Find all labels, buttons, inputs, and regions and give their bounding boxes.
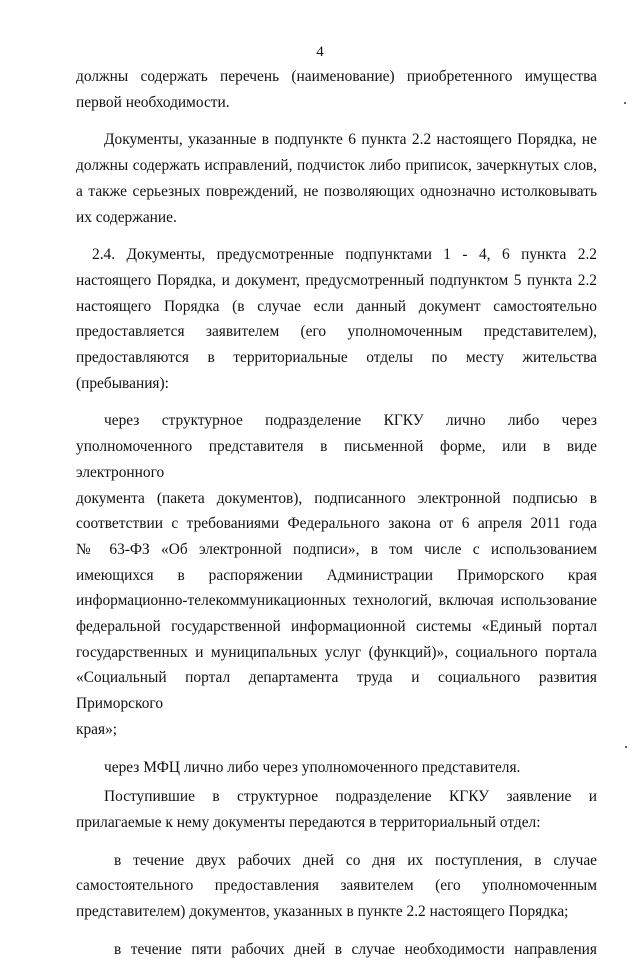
text-line: информационно-телекоммуникационных технологий, включая использование: [76, 592, 597, 610]
text-line: уполномоченного представителя в письменной форме, или в виде электронного: [76, 438, 597, 481]
text-line: через МФЦ лично либо через уполномоченного представителя.: [104, 758, 521, 776]
text-line: № 63-ФЗ «Об электронной подписи», в том числе с использованием: [76, 540, 597, 558]
scan-speck: [625, 746, 627, 748]
text-line: прилагаемые к нему документы передаются в территориальный отдел:: [76, 813, 541, 831]
text-line: Поступившие в структурное подразделение КГКУ заявление и: [104, 788, 597, 806]
text-line: 2.4. Документы, предусмотренные подпунктами 1 - 4, 6 пункта 2.2: [92, 246, 597, 264]
text-line: настоящего Порядка, и документ, предусмотренный подпунктом 5 пункта 2.2: [76, 271, 597, 289]
paragraph-property-list: [76, 64, 597, 115]
text-line: документа (пакета документов), подписанного электронной подписью в: [76, 489, 597, 507]
paragraph-two-days: [76, 848, 597, 925]
text-line: их содержание.: [76, 208, 177, 226]
text-line: должны содержать исправлений, подчисток либо приписок, зачеркнутых слов,: [76, 157, 597, 175]
text-line: представителем) документов, указанных в пункте 2.2 настоящего Порядка;: [76, 903, 569, 921]
text-line: соответствии с требованиями Федерального закона от 6 апреля 2011 года: [76, 515, 597, 533]
paragraph-documents-requirements: [76, 127, 597, 230]
text-line: через структурное подразделение КГКУ лично либо через: [104, 412, 597, 430]
text-line: в течение пяти рабочих дней в случае необходимости направления: [114, 940, 597, 958]
text-line: края»;: [76, 720, 118, 738]
paragraph-via-mfc: [76, 755, 597, 781]
paragraph-received-documents: [76, 784, 597, 835]
text-line: (пребывания):: [76, 374, 169, 392]
text-line: предоставляются в территориальные отделы по месту жительства: [76, 349, 597, 367]
text-line: в течение двух рабочих дней со дня их поступления, в случае: [114, 851, 597, 869]
text-line: самостоятельного предоставления заявителем (его уполномоченным: [76, 877, 597, 895]
paragraph-five-days: [76, 937, 597, 963]
text-line: федеральной государственной информационной системы «Единый портал: [76, 618, 597, 636]
text-line: должны содержать перечень (наименование) приобретенного имущества: [76, 68, 597, 85]
text-line: предоставляется заявителем (его уполномоченным представителем),: [76, 323, 597, 341]
text-line: «Социальный портал департамента труда и социального развития Приморского: [76, 669, 597, 713]
text-line: первой необходимости.: [76, 93, 230, 111]
text-line: государственных и муниципальных услуг (функций)», социального портала: [76, 643, 597, 661]
page-number: 4: [316, 44, 324, 60]
text-line: Документы, указанные в подпункте 6 пункта 2.2 настоящего Порядка, не: [104, 131, 597, 149]
text-line: настоящего Порядка (в случае если данный документ самостоятельно: [76, 297, 597, 315]
paragraph-2-4: [76, 242, 597, 396]
text-line: а также серьезных повреждений, не позволяющих однозначно истолковывать: [76, 182, 597, 200]
paragraph-via-kgku: [76, 408, 597, 742]
text-line: имеющихся в распоряжении Администрации Приморского края: [76, 566, 597, 584]
scan-speck: [624, 102, 626, 104]
document-body: [76, 64, 597, 963]
